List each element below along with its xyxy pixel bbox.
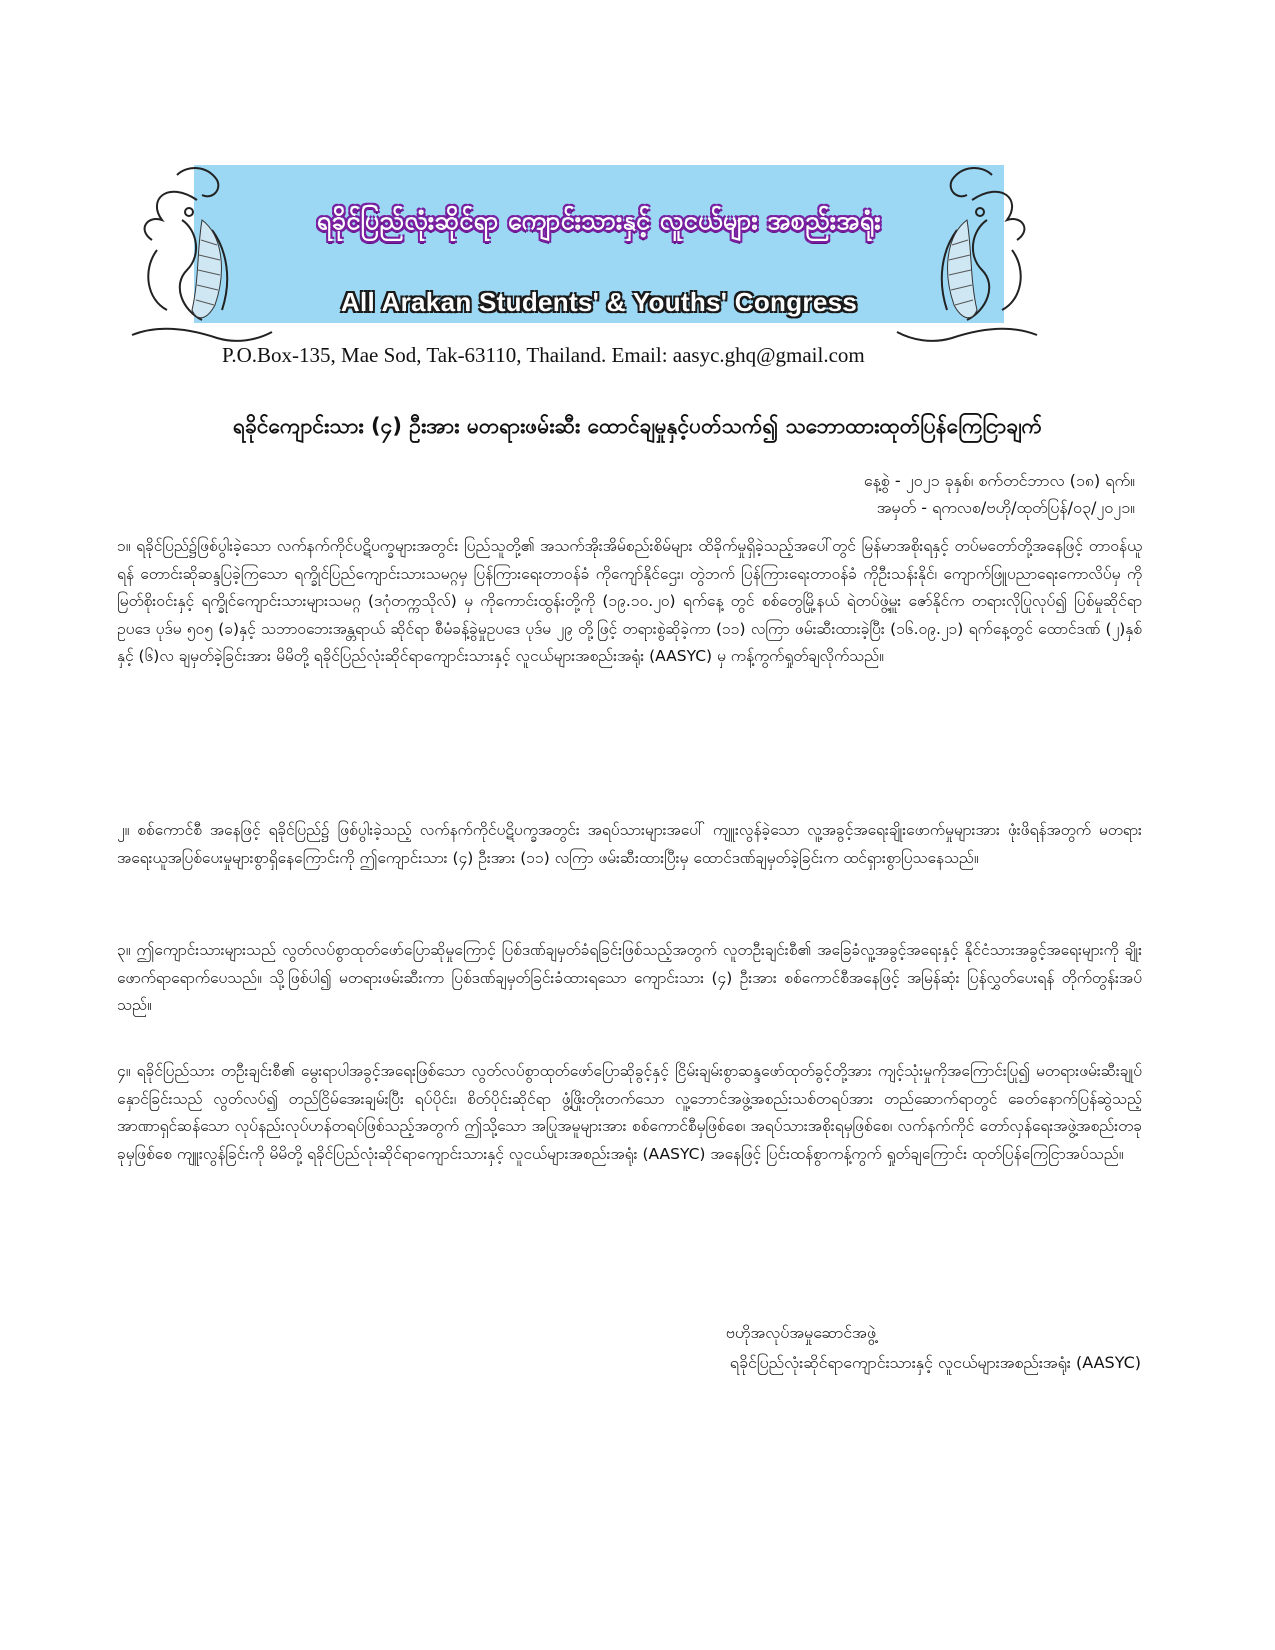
dragon-emblem-icon (127, 160, 277, 345)
organization-name-english: All Arakan Students' & Youths' Congress (340, 287, 858, 317)
paragraph-3: ၃။ ဤကျောင်းသားများသည် လွတ်လပ်စွာထုတ်ဖော်ပြောဆိုမှုကြောင့် ပြစ်ဒဏ်ချမှတ်ခံရခြင်းဖြစ်သည့်အတွက် လူတဦးချင်းစီ၏ အခြေခံလူ့အခွင့်အရေးနှင့် နိုင်ငံသားအခွင့်အရေးများကို ချိုးဖောက်ရာရောက်ပေသည်။ သို့ဖြစ်ပါ၍ မတရားဖမ်းဆီးကာ ပြစ်ဒဏ်ချမှတ်ခြင်းခံထားရသော ကျောင်းသား (၄) ဦးအား စစ်ကောင်စီအနေဖြင့် အမြန်ဆုံး ပြန်လွှတ်ပေးရန် တိုက်တွန်းအပ်သည်။ (117, 941, 1142, 1015)
letterhead-address: P.O.Box-135, Mae Sod, Tak-63110, Thailand. Email: aasyc.ghq@gmail.com (222, 343, 865, 367)
document-reference-number: အမှတ် - ရကလစ/ဗဟို/ထုတ်ပြန်/၀၃/၂၀၂၁။ (876, 498, 1135, 517)
dragon-emblem-icon (892, 160, 1042, 345)
letterhead (127, 160, 1042, 375)
document-title: ရခိုင်ကျောင်းသား (၄) ဦးအား မတရားဖမ်းဆီး ထောင်ချမှုနှင့်ပတ်သက်၍ သဘောထားထုတ်ပြန်ကြေငြာချက် (232, 414, 1042, 438)
signature-organization: ရခိုင်ပြည်လုံးဆိုင်ရာကျောင်းသားနှင့် လူငယ်များအစည်းအရုံး (AASYC) (729, 1353, 1141, 1372)
document-date: နေ့စွဲ - ၂၀၂၁ ခုနှစ်၊ စက်တင်ဘာလ (၁၈) ရက်။ (863, 471, 1135, 490)
organization-name-burmese: ရခိုင်ပြည်လုံးဆိုင်ရာ ကျောင်းသားနှင့် လူငယ်များ အစည်းအရုံး (316, 206, 882, 235)
signature-committee: ဗဟိုအလုပ်အမှုဆောင်အဖွဲ့ (725, 1323, 876, 1342)
letterhead-banner (194, 165, 1004, 323)
paragraph-4: ၄။ ရခိုင်ပြည်သား တဦးချင်းစီ၏ မွေးရာပါအခွင့်အရေးဖြစ်သော လွတ်လပ်စွာထုတ်ဖော်ပြောဆိုခွင့်နှင့် ငြိမ်းချမ်းစွာဆန္ဒဖော်ထုတ်ခွင့်တို့အား ကျင့်သုံးမှုကိုအကြောင်းပြု၍ မတရားဖမ်းဆီးချုပ်နှောင်ခြင်းသည် လွတ်လပ်၍ တည်ငြိမ်အေးချမ်းပြီး ရပ်ပိုင်း၊ စိတ်ပိုင်းဆိုင်ရာ ဖွံ့ဖြိုးတိုးတက်သော လူ့ဘောင်အဖွဲ့အစည်းသစ်တရပ်အား တည်ဆောက်ရာတွင် ခေတ်နောက်ပြန်ဆွဲသည့် အာဏာရှင်ဆန်သော လုပ်နည်းလုပ်ဟန်တရပ်ဖြစ်သည့်အတွက် ဤသို့သော အပြုအမူများအား စစ်ကောင်စီမှဖြစ်စေ၊ အရပ်သားအစိုးရမှဖြစ်စေ၊ လက်နက်ကိုင် တော်လှန်ရေးအဖွဲ့အစည်းတခုခုမှဖြစ်စေ ကျူးလွန်ခြင်းကို မိမိတို့ ရခိုင်ပြည်လုံးဆိုင်ရာကျောင်းသားနှင့် လူငယ်များအစည်းအရုံး (AASYC) အနေဖြင့် ပြင်းထန်စွာကန့်ကွက် ရှုတ်ချကြောင်း ထုတ်ပြန်ကြေငြာအပ်သည်။ (117, 1062, 1142, 1163)
paragraph-2: ၂။ စစ်ကောင်စီ အနေဖြင့် ရခိုင်ပြည်၌ ဖြစ်ပွါးခဲ့သည့် လက်နက်ကိုင်ပဋိပက္ခအတွင်း အရပ်သားများအပေါ် ကျူးလွန်ခဲ့သော လူ့အခွင့်အရေးချိုးဖောက်မှုများအား ဖုံးဖိရန်အတွက် မတရားအရေးယူအပြစ်ပေးမှုများစွာရှိနေကြောင်းကို ဤကျောင်းသား (၄) ဦးအား (၁၁) လကြာ ဖမ်းဆီးထားပြီးမှ ထောင်ဒဏ်ချမှတ်ခဲ့ခြင်းက ထင်ရှားစွာပြသနေသည်။ (117, 821, 1142, 867)
paragraph-1: ၁။ ရခိုင်ပြည်၌ဖြစ်ပွါးခဲ့သော လက်နက်ကိုင်ပဋိပက္ခများအတွင်း ပြည်သူတို့၏ အသက်အိုးအိမ်စည်းစိမ်များ ထိခိုက်မှုရှိခဲ့သည့်အပေါ်တွင် မြန်မာအစိုးရနှင့် တပ်မတော်တို့အနေဖြင့် တာဝန်ယူရန် တောင်းဆိုဆန္ဒပြခဲ့ကြသော ရက္ခိုင်ပြည်ကျောင်းသားသမဂ္ဂမှ ပြန်ကြားရေးတာဝန်ခံ ကိုကျော်နိုင်ဌေး၊ တွဲဘက် ပြန်ကြားရေးတာဝန်ခံ ကိုဦးသန်းနိုင်၊ ကျောက်ဖြူပညာရေးကောလိပ်မှ ကိုမြတ်စိုးဝင်းနှင့် ရက္ခိုင်ကျောင်းသားများသမဂ္ဂ (ဒဂုံတက္ကသိုလ်) မှ ကိုကောင်းထွန်းတို့ကို (၁၉.၁၀.၂၀) ရက်နေ့ တွင် စစ်တွေမြို့နယ် ရဲတပ်ဖွဲ့မှူး ဇော်နိုင်က တရားလိုပြုလုပ်၍ ပြစ်မှုဆိုင်ရာဥပဒေ ပုဒ်မ ၅၀၅ (ခ)နှင့် သဘာဝဘေးအန္တရာယ် ဆိုင်ရာ စီမံခန့်ခွဲမှုဥပဒေ ပုဒ်မ ၂၉ တို့ဖြင့် တရားစွဲဆိုခဲ့ကာ (၁၁) လကြာ ဖမ်းဆီးထားခဲ့ပြီး (၁၆.၀၉.၂၁) ရက်နေ့တွင် ထောင်ဒဏ် (၂)နှစ်နှင့် (၆)လ ချမှတ်ခဲ့ခြင်းအား မိမိတို့ ရခိုင်ပြည်လုံးဆိုင်ရာကျောင်းသားနှင့် လူငယ်များအစည်းအရုံး (AASYC) မှ ကန့်ကွက်ရှုတ်ချလိုက်သည်။ (117, 537, 1142, 666)
